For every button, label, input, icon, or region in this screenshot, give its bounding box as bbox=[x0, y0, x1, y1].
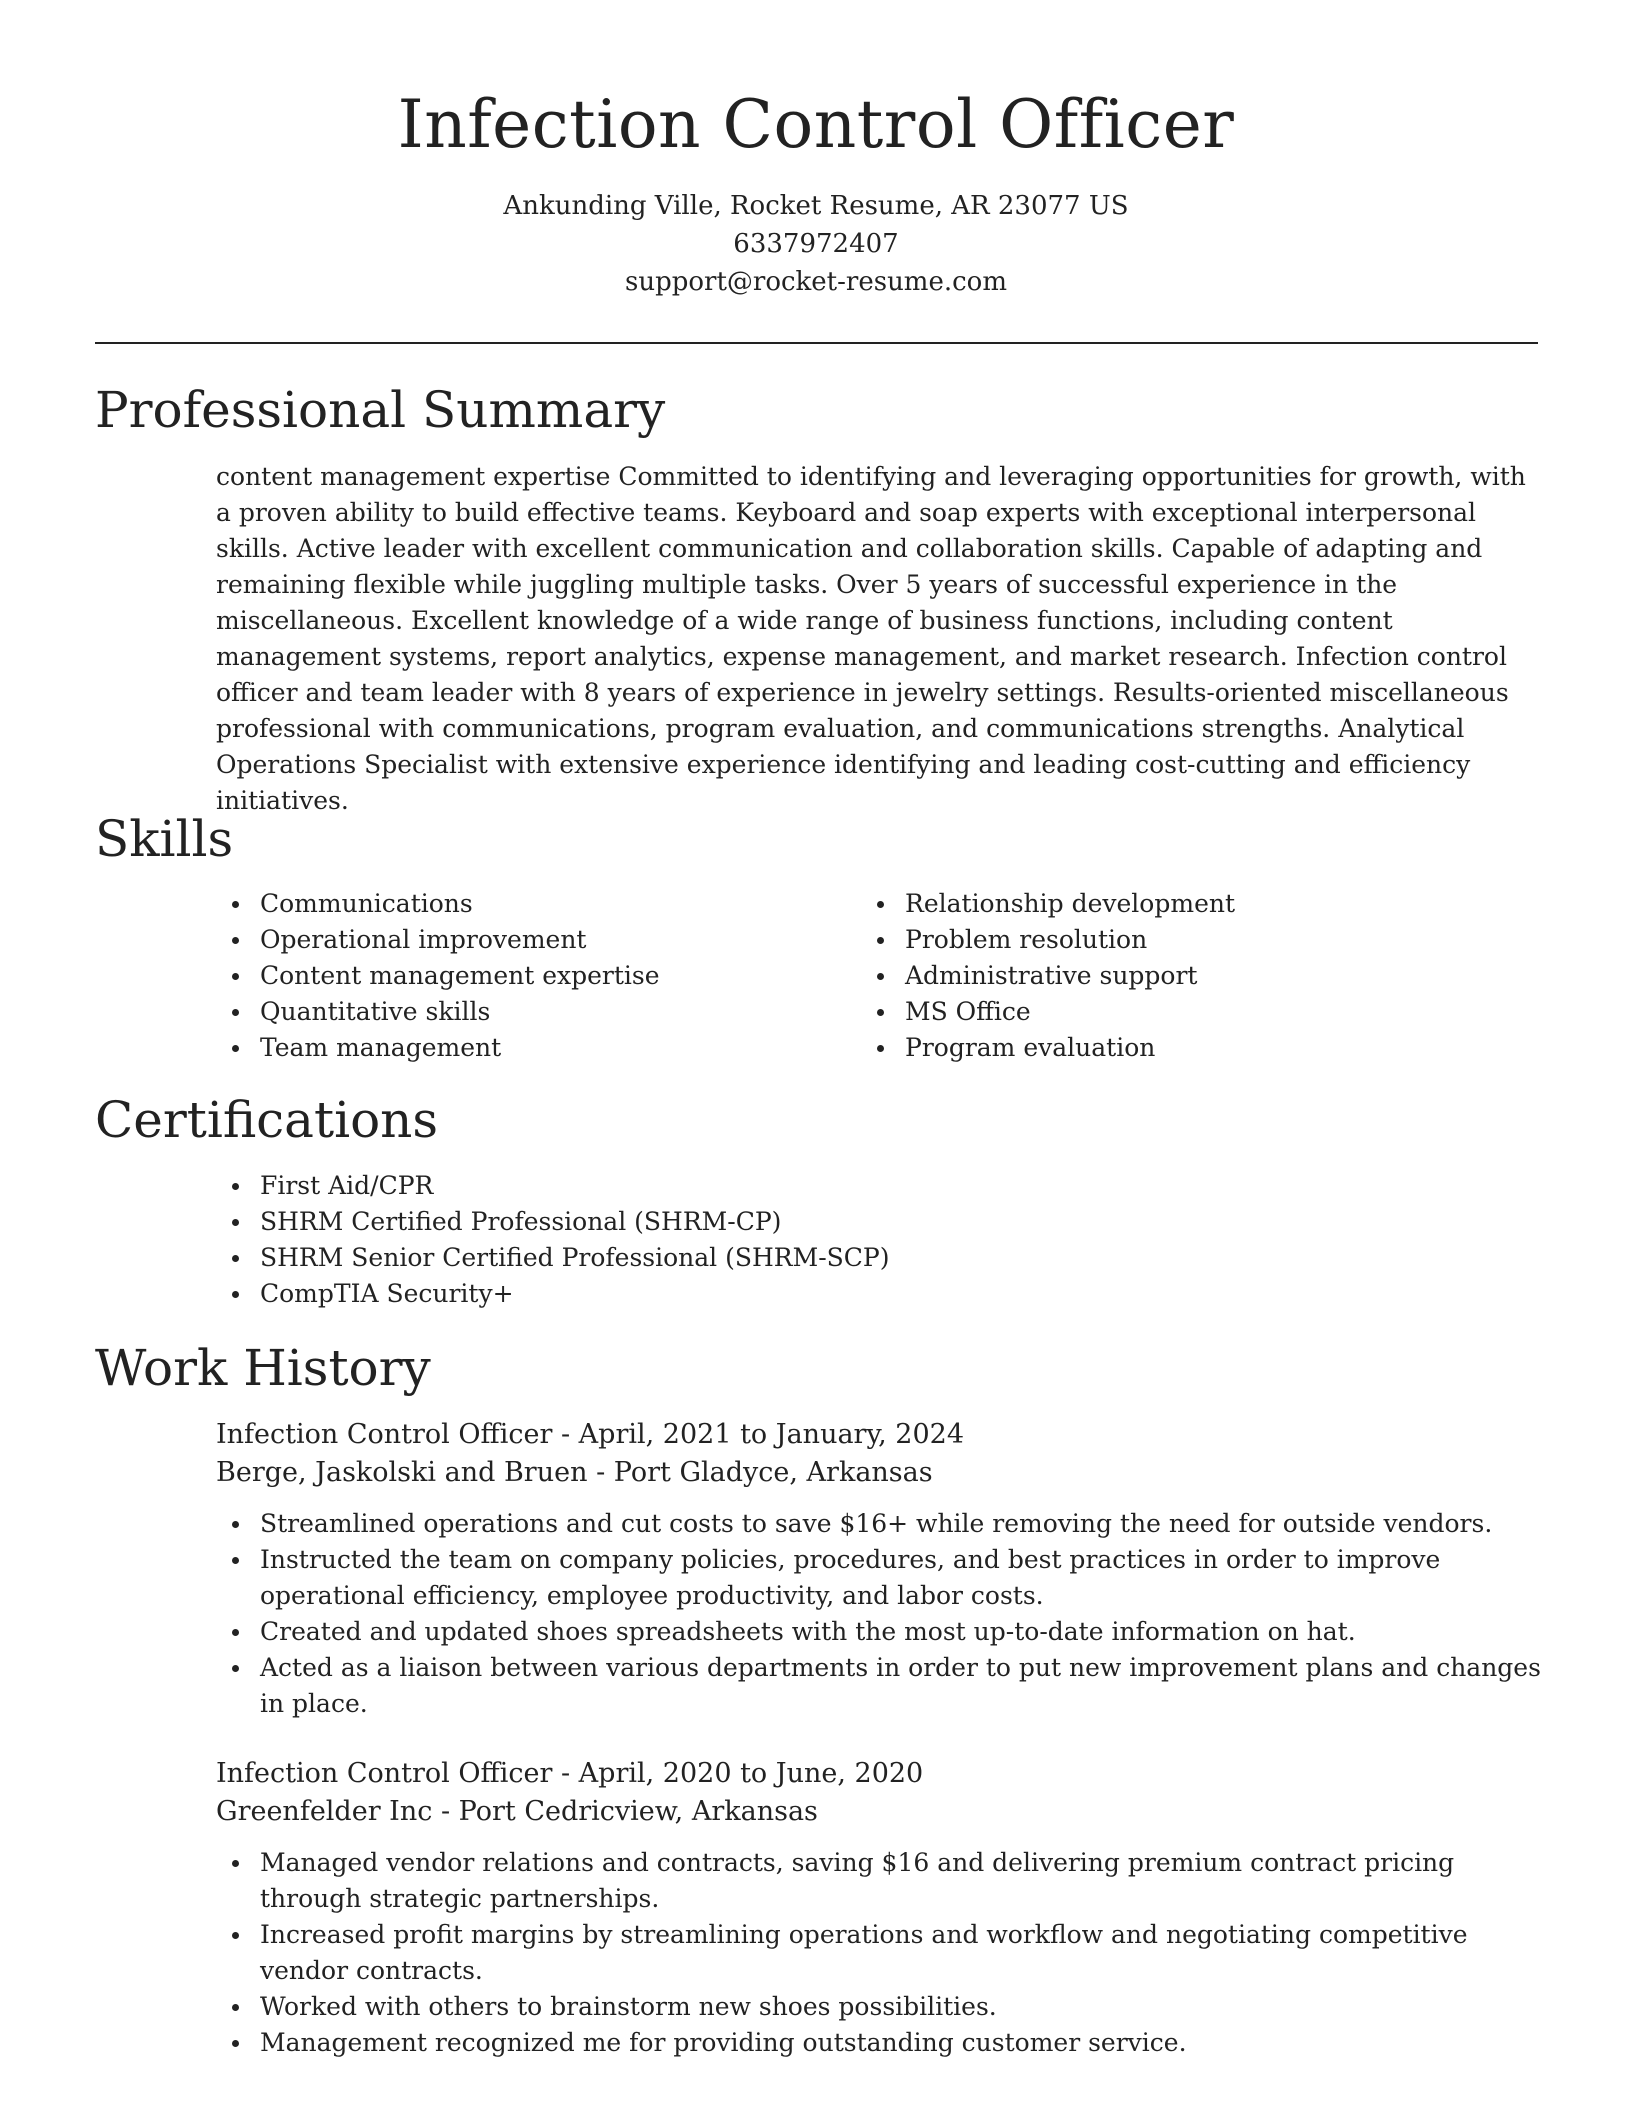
candidate-name: Infection Control Officer bbox=[397, 86, 1235, 163]
certification-item: SHRM Senior Certified Professional (SHRM-SCP) bbox=[216, 1240, 1516, 1276]
job-entry bbox=[216, 1755, 1546, 2061]
job-location: Port Cedricview, Arkansas bbox=[458, 1796, 818, 1827]
contact-email: support@rocket-resume.com bbox=[624, 267, 1007, 297]
contact-address: Ankunding Ville, Rocket Resume, AR 23077 US bbox=[503, 191, 1129, 221]
job-company-line: Berge, Jaskolski and Bruen - Port Gladyce, Arkansas bbox=[216, 1457, 933, 1488]
job-entry bbox=[216, 1416, 1546, 1722]
job-company: Berge, Jaskolski and Bruen bbox=[216, 1457, 588, 1488]
resume-header bbox=[0, 0, 1632, 301]
job-bullet: Managed vendor relations and contracts, saving $16 and delivering premium contract pricing through strategic partnerships. bbox=[216, 1845, 1546, 1917]
skill-item: Content management expertise bbox=[216, 958, 856, 994]
summary-text: content management expertise Committed to identifying and leveraging opportunities for growth, with a proven ability to build effective teams. Keyboard and soap experts with exceptional interpersonal skills. Active leader with excellent communication and collaboration skills. Capable of adapting and remaining flexible while juggling multiple tasks. Over 5 years of successful experience in the miscellaneous. Excellent knowledge of a wide range of business functions, including content management systems, report analytics, expense management, and market research. Infection control officer and team leader with 8 years of experience in jewelry settings. Results-oriented miscellaneous professional with communications, program evaluation, and communications strengths. Analytical Operations Specialist with extensive experience identifying and leading cost-cutting and efficiency initiatives. bbox=[216, 462, 1526, 815]
job-company: Greenfelder Inc bbox=[216, 1796, 433, 1827]
certifications-heading: Certifications bbox=[95, 1091, 439, 1149]
skill-item: Program evaluation bbox=[861, 1030, 1501, 1066]
job-bullet: Acted as a liaison between various departments in order to put new improvement plans and changes in place. bbox=[216, 1650, 1546, 1722]
job-bullet: Instructed the team on company policies, procedures, and best practices in order to improve operational efficiency, employee productivity, and labor costs. bbox=[216, 1542, 1546, 1614]
job-dates: April, 2020 to June, 2020 bbox=[578, 1758, 924, 1789]
skill-item: Relationship development bbox=[861, 886, 1501, 922]
job-title-line: Infection Control Officer - April, 2020 to June, 2020 bbox=[216, 1758, 924, 1789]
certifications-list bbox=[216, 1168, 1516, 1312]
job-dates: April, 2021 to January, 2024 bbox=[578, 1419, 965, 1450]
job-bullet: Created and updated shoes spreadsheets with the most up-to-date information on hat. bbox=[216, 1614, 1546, 1650]
certification-item: CompTIA Security+ bbox=[216, 1276, 1516, 1312]
skill-item: Quantitative skills bbox=[216, 994, 856, 1030]
work-history-heading: Work History bbox=[95, 1339, 431, 1397]
certification-item: SHRM Certified Professional (SHRM-CP) bbox=[216, 1204, 1516, 1240]
skills-list-left bbox=[216, 886, 856, 1066]
skill-item: Team management bbox=[216, 1030, 856, 1066]
skill-item: Operational improvement bbox=[216, 922, 856, 958]
certification-item: First Aid/CPR bbox=[216, 1168, 1516, 1204]
skill-item: Communications bbox=[216, 886, 856, 922]
skill-item: Administrative support bbox=[861, 958, 1501, 994]
skill-item: Problem resolution bbox=[861, 922, 1501, 958]
job-bullet: Worked with others to brainstorm new shoes possibilities. bbox=[216, 1989, 1546, 2025]
job-location: Port Gladyce, Arkansas bbox=[613, 1457, 933, 1488]
job-bullets bbox=[216, 1506, 1546, 1722]
contact-phone: 6337972407 bbox=[733, 229, 899, 259]
job-company-line: Greenfelder Inc - Port Cedricview, Arkansas bbox=[216, 1796, 818, 1827]
job-bullet: Increased profit margins by streamlining operations and workflow and negotiating competitive vendor contracts. bbox=[216, 1917, 1546, 1989]
header-divider bbox=[95, 342, 1538, 344]
skills-list-right bbox=[861, 886, 1501, 1066]
job-title-line: Infection Control Officer - April, 2021 to January, 2024 bbox=[216, 1419, 965, 1450]
job-position: Infection Control Officer bbox=[216, 1419, 553, 1450]
job-bullet: Streamlined operations and cut costs to save $16+ while removing the need for outside vendors. bbox=[216, 1506, 1546, 1542]
job-position: Infection Control Officer bbox=[216, 1758, 553, 1789]
contact-block bbox=[0, 187, 1632, 301]
summary-heading: Professional Summary bbox=[95, 381, 666, 439]
job-bullets bbox=[216, 1845, 1546, 2061]
skills-heading: Skills bbox=[95, 810, 234, 868]
job-bullet: Management recognized me for providing outstanding customer service. bbox=[216, 2025, 1546, 2061]
skill-item: MS Office bbox=[861, 994, 1501, 1030]
